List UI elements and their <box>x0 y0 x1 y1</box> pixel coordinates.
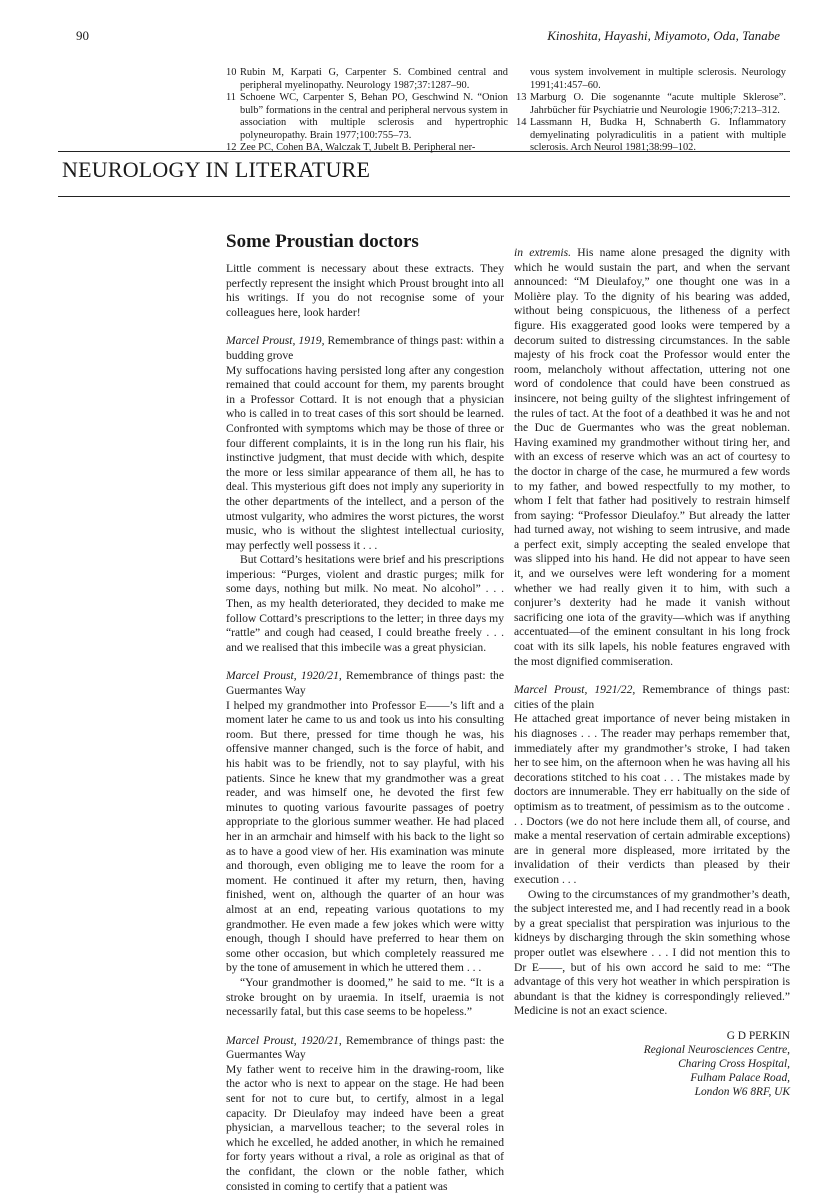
section-rule <box>58 196 790 197</box>
reference-item <box>516 92 786 117</box>
reference-item <box>226 142 508 155</box>
section-rule <box>58 151 790 152</box>
extract-source: Remembrance of things past: the Guermantes Way <box>226 1033 504 1062</box>
running-head: Kinoshita, Hayashi, Miyamoto, Oda, Tanabe <box>547 28 780 43</box>
extract-paragraph: Owing to the circumstances of my grandmother’s death, the subject interested me, and I had recently read in a book by a great specialist that perspiration was injurious to the kidneys by discharging through the skin something whose proper outlet was elsewhere . . . I did not mention this to Dr E——, but of his own accord he said to me: “The advantage of this very hot weather in which perspiration is abundant is that the kidney is correspondingly relieved.” Medicine is not an exact science. <box>514 887 790 1018</box>
extract-paragraph: “Your grandmother is doomed,” he said to me. “It is a stroke brought on by uraemia. In itself, uraemia is not necessarily fatal, but this case seems to be hopeless.” <box>226 975 504 1019</box>
extract-paragraph-part1 <box>226 1063 504 1194</box>
extract-source: Remembrance of things past: the Guermantes Way <box>226 669 504 698</box>
reference-text: Rubin M, Karpati G, Carpenter S. Combined central and peripheral myelinopathy. Neurology 1987;37:1287–90. <box>240 67 508 91</box>
author-affiliation: Charing Cross Hospital, <box>678 1057 790 1070</box>
article-title: Some Proustian doctors <box>226 231 419 252</box>
extract-heading <box>226 1034 504 1063</box>
reference-number: 14 <box>516 117 527 128</box>
author-affiliation: Fulham Palace Road, <box>690 1071 790 1084</box>
reference-number: 11 <box>226 92 237 103</box>
extract-paragraph: I helped my grandmother into Professor E——’s lift and a moment later he came to us and took us into his consulting room. But there, pressed for time though he was, his offensive manner changed, such is the force of habit, and his habit was to be friendly, not to say playful, with his patients. Since he knew that my grandmother was a great reader, and was himself one, he devoted the first few minutes to quoting various favourite passages of poetry appropriate to the glorious summer weather. He had placed her in an armchair and himself with his back to the light so as to have a good view of her. His examination was minute and thorough, even obliging me to leave the room for a moment. He continued it after my return, then, having finished, went on, although the quarter of an hour was almost at an end, repeating various quotations to my grandmother. He even made a few jokes which were witty enough, though I should have preferred to hear them on some other occasion, but which completely reassured me by the tone of amusement in which he uttered them . . . <box>226 698 504 975</box>
reference-list-right <box>516 67 786 155</box>
extract-paragraph: He attached great importance of never being mistaken in his diagnoses . . . The reader may perhaps remember that, immediately after my grandmother’s stroke, I had taken her to see him, on the afternoon when he was having all his decorations stitched to his coat . . . The mistakes made by doctors are innumerable. They err habitually on the side of optimism as to treatment, of pessimism as to the outcome . . . Doctors (we do not here include them all, of course, and make a mental reservation of certain admirable exceptions) are in general more displeased, more irritated by the invalidation of their verdicts than pleased by their execution . . . <box>514 712 790 886</box>
article-intro: Little comment is necessary about these extracts. They perfectly represent the insight which Proust brought into all his writings. If you do not recognise some of your colleagues here, look harder! <box>226 262 504 319</box>
reference-item <box>226 92 508 142</box>
reference-text: Schoene WC, Carpenter S, Behan PO, Geschwind N. “Onion bulb” formations in the central and peripheral nervous system in association with multiple sclerosis and hypertrophic polyneuropathy. Brain 1977;100:755–73. <box>240 92 508 141</box>
extract-author-year: Marcel Proust, 1920/21, <box>226 1033 342 1047</box>
extract-heading <box>226 669 504 698</box>
reference-list-left <box>226 67 508 155</box>
reference-item <box>226 67 508 92</box>
reference-number: 13 <box>516 92 527 103</box>
extract-italic-phrase: in extremis. <box>514 246 572 259</box>
reference-continuation: vous system involvement in multiple sclerosis. Neurology 1991;41:457–60. <box>530 67 786 91</box>
reference-text: Lassmann H, Budka H, Schnaberth G. Inflammatory demyelinating polyradiculitis in a patient with multiple sclerosis. Arch Neurol 1981;38:99–102. <box>530 117 786 153</box>
reference-text: Zee PC, Cohen BA, Walczak T, Jubelt B. Peripheral ner- <box>240 142 476 153</box>
extract-paragraph-continued <box>514 246 790 669</box>
section-title: NEUROLOGY IN LITERATURE <box>62 157 371 182</box>
extract-text: His name alone presaged the dignity with which he would sustain the part, and when the servant announced: “M Dieulafoy,” one thought one was in a Molière play. To the dignity of his bearing was added, without being conspicuous, the litheness of a perfect figure. His exaggerated good looks were tempered by a decorum suited to distressing circumstances. In the sable majesty of his frock coat the Professor would enter the room, melancholy without affectation, uttering not one word of condolence that could have been construed as insincere, not being guilty of the slightest infringement of the rules of tact. At the foot of a deathbed it was he and not the Duc de Guermantes who was the great nobleman. Having examined my grandmother without tiring her, and with an excess of reserve which was an act of courtesy to the doctor in charge of the case, he murmured a few words to my father, and bowed respectfully to my mother, to whom I felt that father had positively to restrain himself from saying: “Professor Dieulafoy.” But already the latter had turned away, not wishing to seem intrusive, and made a perfect exit, simply accepting the sealed envelope that was slipped into his hand. He did not appear to have seen it, and we ourselves were left wondering for a moment whether we had really given it to him, with such a conjurer’s dexterity had he made it vanish without sacrificing one iota of the gravity—which was if anything accentuated—of the eminent consultant in his long frock coat with its silk lapels, his noble features engraved with the most dignified commiseration. <box>514 246 790 668</box>
extract-heading <box>514 683 790 712</box>
extract-author-year: Marcel Proust, 1921/22, <box>514 683 636 697</box>
extract-text: My father went to receive him in the drawing-room, like the actor who is next to appear on the stage. He had been sent for not to cure but, to certify, almost in a legal capacity. Dr Dieulafoy may indeed have been a great physician, a marvellous teacher; to the several roles in which he excelled, he added another, in which he remained for forty years without a rival, a role as original as that of the confidant, the clown or the noble father, which consisted in coming to certify that a patient was <box>226 1062 504 1193</box>
extract-source: Remembrance of things past: within a budding grove <box>226 334 504 362</box>
reference-item <box>516 117 786 155</box>
author-name: G D PERKIN <box>726 1029 790 1042</box>
extract-source: Remembrance of things past: cities of the plain <box>514 683 790 711</box>
author-affiliation: Regional Neurosciences Centre, <box>643 1043 790 1056</box>
extract-author-year: Marcel Proust, 1920/21, <box>226 669 342 683</box>
extract-paragraph: My suffocations having persisted long after any congestion remained that could account for them, my parents brought in a Professor Cottard. It is not enough that a physician who is called in to treat cases of this sort should be learned. Confronted with symptoms which may be those of three or four different complaints, it is in the long run his flair, his instinctive judgment, that must decide with which, despite the more or less similar appearance of them all, he has to deal. This mysterious gift does not imply any superiority in the other departments of the intellect, and a person of the utmost vulgarity, who admires the worst pictures, the worst music, who is without the slightest intellectual curiosity, may perfectly well possess it . . . <box>226 363 504 552</box>
reference-number: 10 <box>226 67 237 78</box>
text-column-right <box>514 246 790 1099</box>
reference-text: Marburg O. Die sogenannte “acute multiple Sklerose”. Jahrbücher für Psychiatrie und Neurologie 1906;7:213–312. <box>530 92 786 116</box>
reference-number: 12 <box>226 142 237 153</box>
text-column-left <box>226 262 504 1194</box>
author-affiliation: London W6 8RF, UK <box>694 1085 790 1098</box>
extract-heading <box>226 334 504 363</box>
extract-paragraph: But Cottard’s hesitations were brief and his prescriptions imperious: “Purges, violent and drastic purges; milk for some days, nothing but milk. No meat. No alcohol” . . . Then, as my health deteriorated, they decided to make me follow Cottard’s prescriptions to the letter; in three days my “rattle” and cough had ceased, I could breathe freely . . . and we realised that this imbecile was a great physician. <box>226 553 504 654</box>
page-number: 90 <box>76 28 89 43</box>
extract-author-year: Marcel Proust, 1919, <box>226 334 325 348</box>
author-signature <box>514 1029 790 1099</box>
